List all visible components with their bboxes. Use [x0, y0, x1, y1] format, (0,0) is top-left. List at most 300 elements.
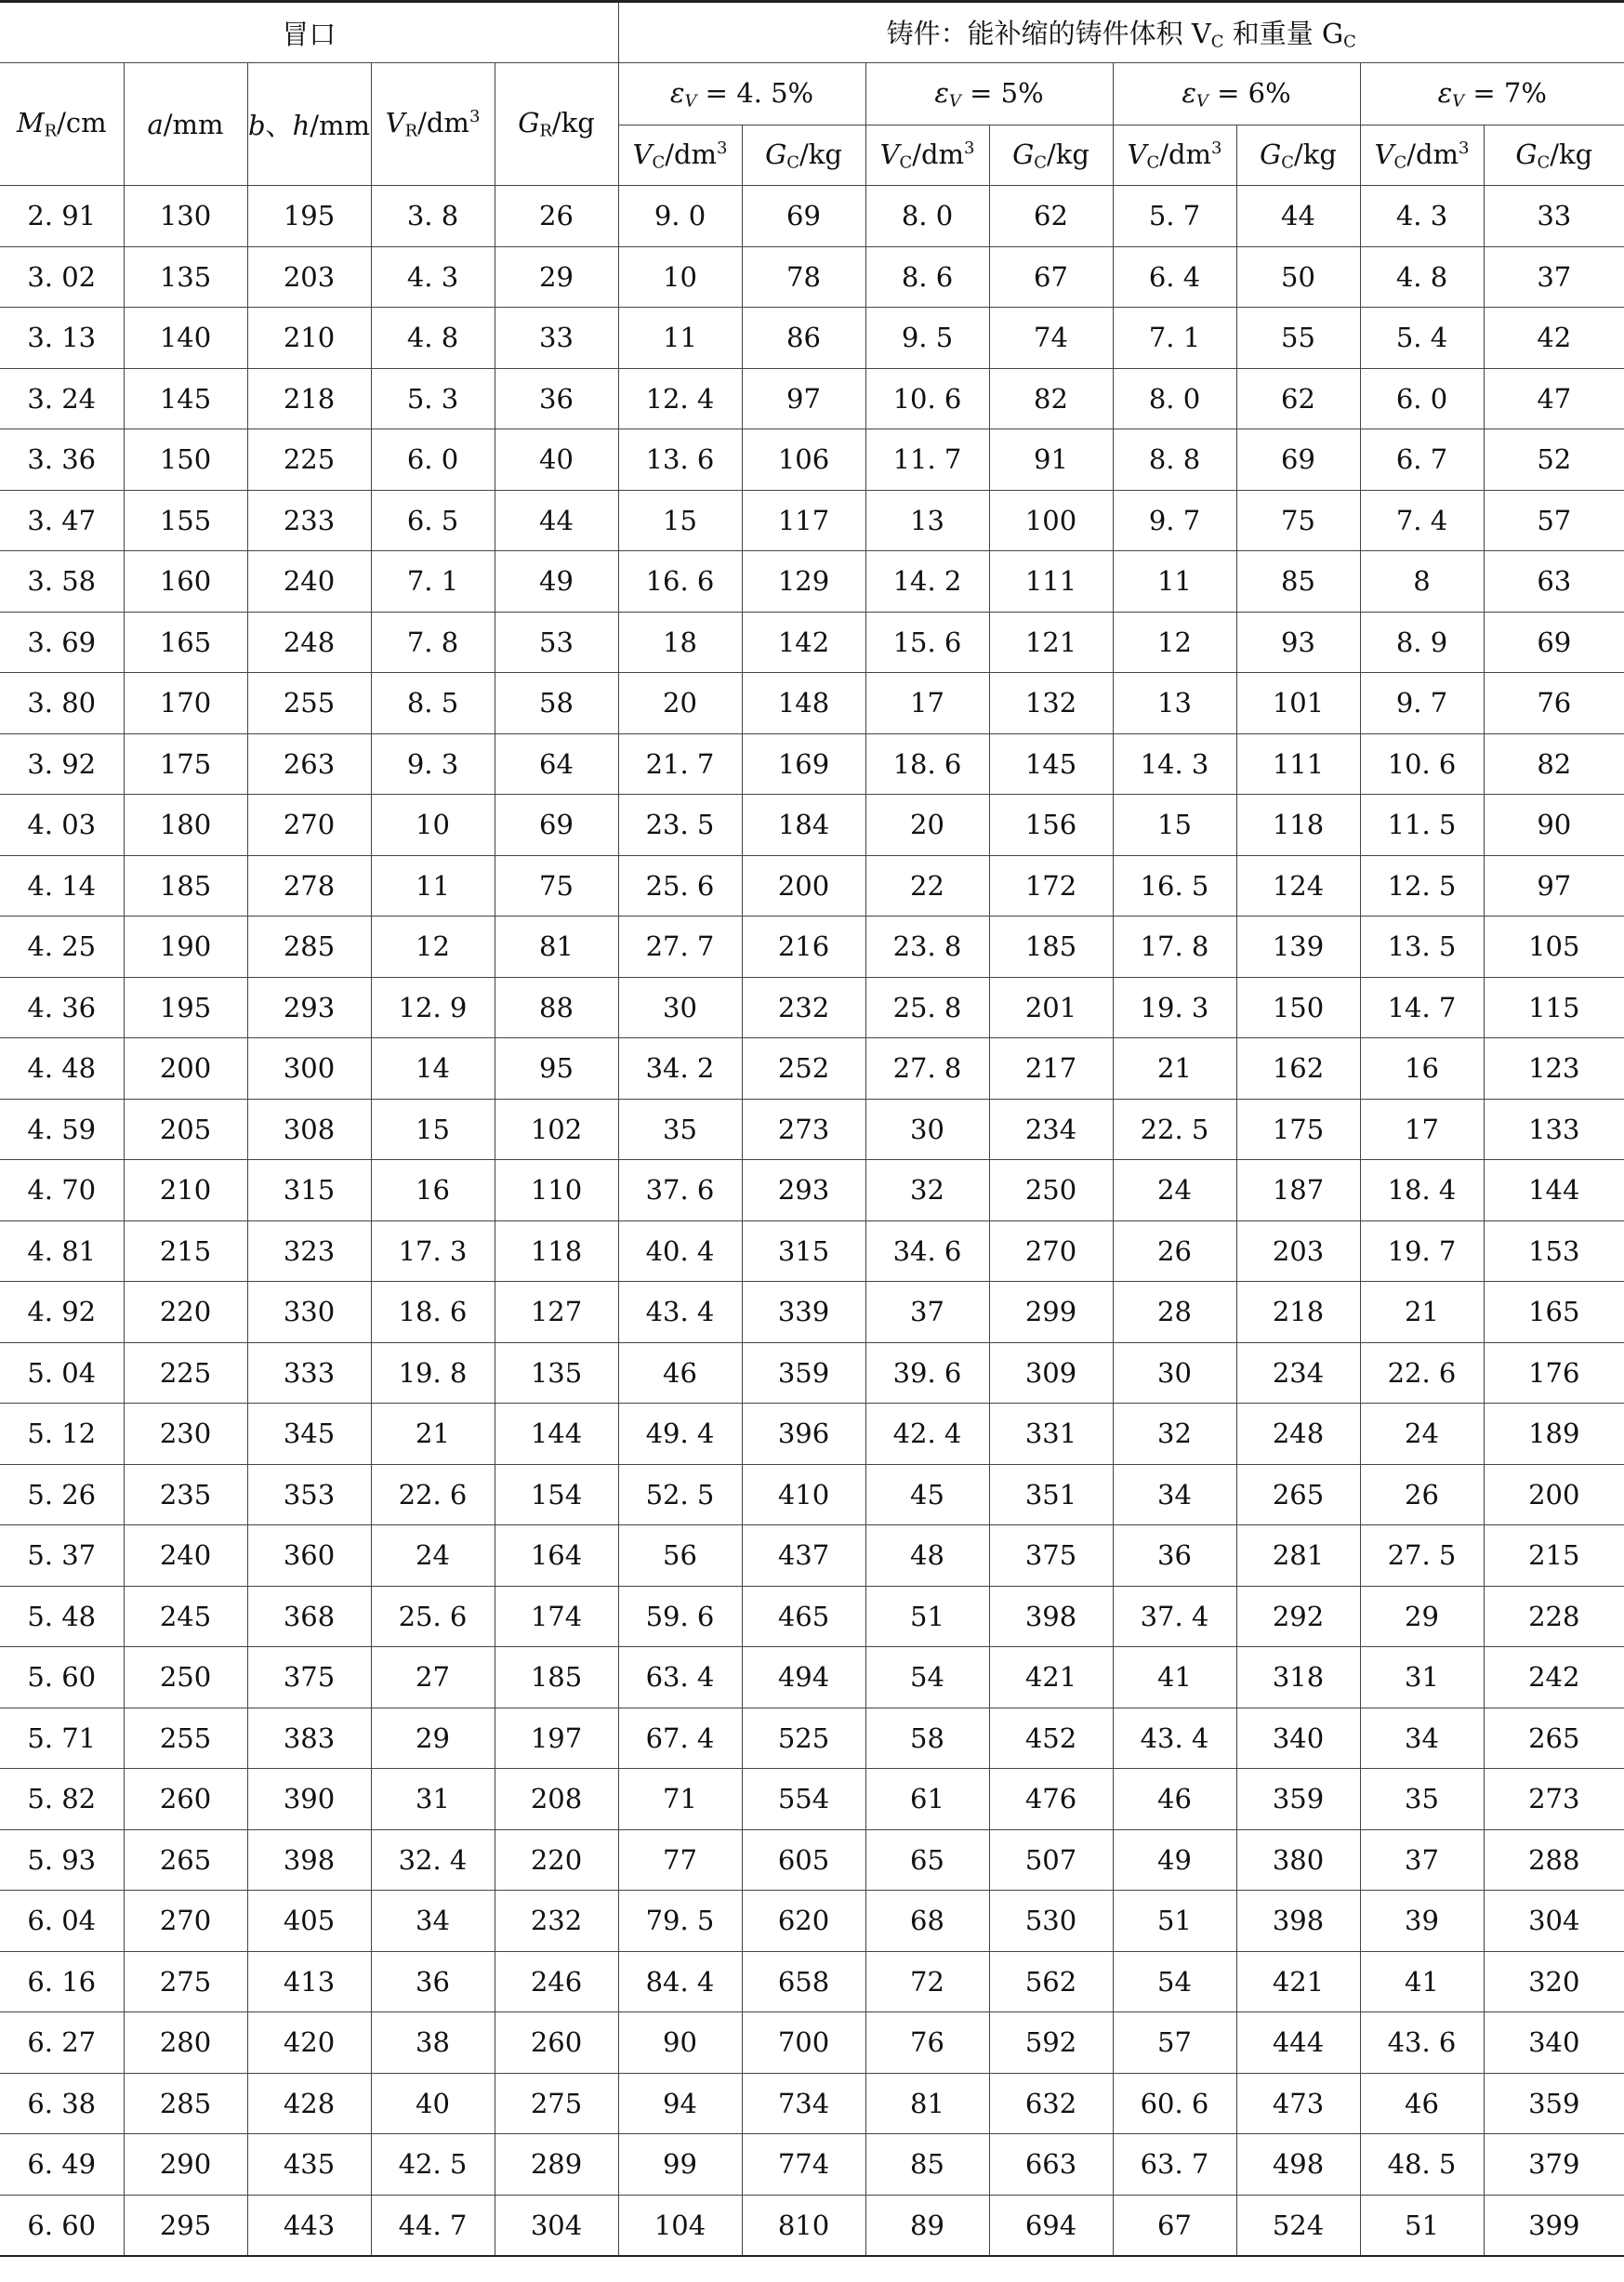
cell-vc-7: 51: [1360, 2195, 1484, 2256]
cell-gc-5: 91: [989, 429, 1113, 491]
table-row: [0, 1282, 1624, 1343]
cell-vc-4-5: 21. 7: [618, 733, 742, 795]
cell-gr: 75: [495, 855, 618, 917]
cell-a: 150: [124, 429, 247, 491]
cell-vc-7: 29: [1360, 1586, 1484, 1647]
cell-vc-5: 25. 8: [865, 977, 989, 1038]
cell-bh: 398: [247, 1829, 371, 1891]
cell-mr: 5. 93: [0, 1829, 124, 1891]
cell-vc-4-5: 56: [618, 1525, 742, 1587]
cell-vc-7: 24: [1360, 1404, 1484, 1465]
cell-vc-5: 37: [865, 1282, 989, 1343]
cell-vc-4-5: 79. 5: [618, 1891, 742, 1952]
cell-gc-6: 421: [1236, 1951, 1360, 2012]
cell-mr: 4. 14: [0, 855, 124, 917]
cell-vc-5: 72: [865, 1951, 989, 2012]
cell-gc-6: 50: [1236, 246, 1360, 308]
cell-mr: 5. 26: [0, 1464, 124, 1525]
cell-vr: 5. 3: [371, 368, 495, 429]
cell-vc-4-5: 52. 5: [618, 1464, 742, 1525]
cell-vr: 4. 8: [371, 308, 495, 369]
cell-vc-6: 7. 1: [1113, 308, 1236, 369]
cell-gc-4-5: 69: [742, 186, 865, 247]
col-header-bh: b、h/mm: [247, 63, 371, 186]
table-row: [0, 1647, 1624, 1708]
cell-vr: 16: [371, 1160, 495, 1221]
cell-gc-4-5: 293: [742, 1160, 865, 1221]
cell-gc-4-5: 339: [742, 1282, 865, 1343]
cell-mr: 5. 71: [0, 1708, 124, 1769]
cell-vr: 6. 0: [371, 429, 495, 491]
cell-vc-7: 34: [1360, 1708, 1484, 1769]
cell-gc-6: 150: [1236, 977, 1360, 1038]
cell-gc-7: 265: [1484, 1708, 1624, 1769]
cell-vc-7: 41: [1360, 1951, 1484, 2012]
cell-gc-7: 189: [1484, 1404, 1624, 1465]
cell-gc-5: 270: [989, 1220, 1113, 1282]
cell-gc-4-5: 396: [742, 1404, 865, 1465]
cell-vc-6: 13: [1113, 673, 1236, 734]
cell-gc-6: 524: [1236, 2195, 1360, 2256]
cell-bh: 360: [247, 1525, 371, 1587]
cell-bh: 278: [247, 855, 371, 917]
cell-bh: 390: [247, 1769, 371, 1830]
cell-gc-5: 663: [989, 2134, 1113, 2196]
casting-group-header: 铸件：能补缩的铸件体积 $V_C$ 和重量 $G_C$: [618, 2, 1624, 63]
cell-vc-5: 48: [865, 1525, 989, 1587]
cell-vc-6: 24: [1113, 1160, 1236, 1221]
cell-vc-6: 5. 7: [1113, 186, 1236, 247]
cell-gc-7: 90: [1484, 795, 1624, 856]
cell-gc-6: 139: [1236, 917, 1360, 978]
cell-gc-4-5: 86: [742, 308, 865, 369]
cell-vc-6: 26: [1113, 1220, 1236, 1282]
cell-mr: 6. 49: [0, 2134, 124, 2196]
cell-vc-4-5: 84. 4: [618, 1951, 742, 2012]
table-row: [0, 1951, 1624, 2012]
cell-vr: 12: [371, 917, 495, 978]
cell-mr: 6. 16: [0, 1951, 124, 2012]
cell-vc-4-5: 99: [618, 2134, 742, 2196]
cell-a: 185: [124, 855, 247, 917]
table-row: [0, 490, 1624, 551]
table-row: [0, 1220, 1624, 1282]
cell-gc-7: 288: [1484, 1829, 1624, 1891]
cell-vc-6: 37. 4: [1113, 1586, 1236, 1647]
cell-gr: 53: [495, 612, 618, 673]
cell-mr: 3. 80: [0, 673, 124, 734]
cell-a: 245: [124, 1586, 247, 1647]
cell-vc-7: 4. 3: [1360, 186, 1484, 247]
cell-vc-4-5: 20: [618, 673, 742, 734]
cell-a: 280: [124, 2012, 247, 2074]
table-row: [0, 2073, 1624, 2134]
cell-vc-5: 45: [865, 1464, 989, 1525]
cell-gc-7: 37: [1484, 246, 1624, 308]
cell-mr: 3. 02: [0, 246, 124, 308]
cell-vc-5: 81: [865, 2073, 989, 2134]
cell-vc-4-5: 104: [618, 2195, 742, 2256]
cell-gc-7: 153: [1484, 1220, 1624, 1282]
cell-gr: 208: [495, 1769, 618, 1830]
cell-vc-4-5: 15: [618, 490, 742, 551]
cell-gr: 164: [495, 1525, 618, 1587]
cell-vc-6: 34: [1113, 1464, 1236, 1525]
cell-vc-6: 16. 5: [1113, 855, 1236, 917]
table-row: [0, 1891, 1624, 1952]
cell-gc-6: 248: [1236, 1404, 1360, 1465]
cell-gc-7: 63: [1484, 551, 1624, 613]
cell-bh: 285: [247, 917, 371, 978]
cell-gc-7: 340: [1484, 2012, 1624, 2074]
cell-gc-6: 187: [1236, 1160, 1360, 1221]
cell-gc-4-5: 315: [742, 1220, 865, 1282]
cell-gc-5: 82: [989, 368, 1113, 429]
cell-gc-6: 93: [1236, 612, 1360, 673]
cell-gc-4-5: 734: [742, 2073, 865, 2134]
cell-gr: 102: [495, 1099, 618, 1160]
col-header-vc-eps-6: $V_C/dm^3$: [1113, 125, 1236, 186]
cell-gc-7: 123: [1484, 1038, 1624, 1100]
cell-gc-6: 281: [1236, 1525, 1360, 1587]
cell-gc-5: 74: [989, 308, 1113, 369]
cell-gc-5: 201: [989, 977, 1113, 1038]
cell-gc-4-5: 605: [742, 1829, 865, 1891]
cell-a: 290: [124, 2134, 247, 2196]
cell-vc-6: 8. 0: [1113, 368, 1236, 429]
eps-header-5: $\varepsilon_V = 5\%$: [865, 63, 1113, 125]
cell-vc-7: 26: [1360, 1464, 1484, 1525]
cell-vc-6: 32: [1113, 1404, 1236, 1465]
cell-gc-6: 101: [1236, 673, 1360, 734]
cell-vc-4-5: 46: [618, 1342, 742, 1404]
cell-gc-6: 292: [1236, 1586, 1360, 1647]
cell-vc-6: 63. 7: [1113, 2134, 1236, 2196]
table-row: [0, 977, 1624, 1038]
cell-gc-4-5: 106: [742, 429, 865, 491]
cell-vc-4-5: 30: [618, 977, 742, 1038]
cell-gc-4-5: 410: [742, 1464, 865, 1525]
cell-gc-6: 473: [1236, 2073, 1360, 2134]
cell-a: 205: [124, 1099, 247, 1160]
cell-vc-5: 89: [865, 2195, 989, 2256]
cell-a: 275: [124, 1951, 247, 2012]
cell-gr: 40: [495, 429, 618, 491]
cell-gc-4-5: 620: [742, 1891, 865, 1952]
cell-vc-7: 5. 4: [1360, 308, 1484, 369]
cell-gr: 29: [495, 246, 618, 308]
table-row: [0, 1404, 1624, 1465]
cell-gc-7: 69: [1484, 612, 1624, 673]
cell-vr: 12. 9: [371, 977, 495, 1038]
cell-vr: 18. 6: [371, 1282, 495, 1343]
cell-mr: 2. 91: [0, 186, 124, 247]
cell-vr: 9. 3: [371, 733, 495, 795]
cell-vr: 27: [371, 1647, 495, 1708]
cell-gc-7: 215: [1484, 1525, 1624, 1587]
cell-gc-7: 320: [1484, 1951, 1624, 2012]
cell-gc-7: 359: [1484, 2073, 1624, 2134]
cell-gc-7: 133: [1484, 1099, 1624, 1160]
cell-mr: 4. 81: [0, 1220, 124, 1282]
cell-gc-7: 273: [1484, 1769, 1624, 1830]
cell-bh: 225: [247, 429, 371, 491]
cell-vc-7: 11. 5: [1360, 795, 1484, 856]
cell-gc-4-5: 525: [742, 1708, 865, 1769]
cell-gr: 304: [495, 2195, 618, 2256]
cell-gc-6: 498: [1236, 2134, 1360, 2196]
table-row: [0, 2134, 1624, 2196]
cell-mr: 3. 69: [0, 612, 124, 673]
cell-vc-7: 37: [1360, 1829, 1484, 1891]
eps-header-6: $\varepsilon_V = 6\%$: [1113, 63, 1360, 125]
cell-mr: 4. 36: [0, 977, 124, 1038]
cell-gc-7: 200: [1484, 1464, 1624, 1525]
cell-gc-5: 145: [989, 733, 1113, 795]
cell-gr: 64: [495, 733, 618, 795]
cell-vc-6: 6. 4: [1113, 246, 1236, 308]
cell-vc-7: 46: [1360, 2073, 1484, 2134]
cell-gc-4-5: 232: [742, 977, 865, 1038]
table-row: [0, 186, 1624, 247]
cell-vc-5: 8. 0: [865, 186, 989, 247]
cell-mr: 3. 92: [0, 733, 124, 795]
cell-vc-6: 43. 4: [1113, 1708, 1236, 1769]
col-header-mr: $M_R/cm$: [0, 63, 124, 186]
cell-mr: 5. 82: [0, 1769, 124, 1830]
cell-a: 235: [124, 1464, 247, 1525]
cell-vr: 36: [371, 1951, 495, 2012]
cell-bh: 255: [247, 673, 371, 734]
cell-vc-5: 58: [865, 1708, 989, 1769]
cell-gr: 197: [495, 1708, 618, 1769]
cell-vc-5: 10. 6: [865, 368, 989, 429]
cell-gc-6: 55: [1236, 308, 1360, 369]
table-row: [0, 551, 1624, 613]
cell-gc-5: 351: [989, 1464, 1113, 1525]
cell-a: 215: [124, 1220, 247, 1282]
cell-bh: 375: [247, 1647, 371, 1708]
cell-vc-5: 11. 7: [865, 429, 989, 491]
cell-a: 130: [124, 186, 247, 247]
cell-bh: 413: [247, 1951, 371, 2012]
col-header-vc-eps-5: $V_C/dm^3$: [865, 125, 989, 186]
table-row: [0, 1160, 1624, 1221]
cell-vc-7: 4. 8: [1360, 246, 1484, 308]
cell-gc-5: 67: [989, 246, 1113, 308]
cell-vc-6: 67: [1113, 2195, 1236, 2256]
cell-gc-6: 218: [1236, 1282, 1360, 1343]
cell-vc-4-5: 67. 4: [618, 1708, 742, 1769]
cell-mr: 5. 48: [0, 1586, 124, 1647]
cell-gc-5: 100: [989, 490, 1113, 551]
cell-gr: 232: [495, 1891, 618, 1952]
cell-gr: 220: [495, 1829, 618, 1891]
cell-gr: 185: [495, 1647, 618, 1708]
cell-gc-4-5: 148: [742, 673, 865, 734]
cell-vc-7: 12. 5: [1360, 855, 1484, 917]
cell-gc-4-5: 200: [742, 855, 865, 917]
cell-a: 220: [124, 1282, 247, 1343]
cell-vc-5: 61: [865, 1769, 989, 1830]
cell-gc-4-5: 117: [742, 490, 865, 551]
cell-gc-5: 121: [989, 612, 1113, 673]
cell-gr: 154: [495, 1464, 618, 1525]
cell-bh: 218: [247, 368, 371, 429]
cell-vr: 32. 4: [371, 1829, 495, 1891]
cell-vc-7: 7. 4: [1360, 490, 1484, 551]
cell-vc-7: 16: [1360, 1038, 1484, 1100]
cell-bh: 323: [247, 1220, 371, 1282]
cell-bh: 233: [247, 490, 371, 551]
cell-gr: 289: [495, 2134, 618, 2196]
cell-vr: 17. 3: [371, 1220, 495, 1282]
cell-vr: 31: [371, 1769, 495, 1830]
cell-bh: 308: [247, 1099, 371, 1160]
cell-mr: 6. 38: [0, 2073, 124, 2134]
cell-vc-5: 9. 5: [865, 308, 989, 369]
table-row: [0, 2195, 1624, 2256]
cell-a: 210: [124, 1160, 247, 1221]
cell-gc-6: 124: [1236, 855, 1360, 917]
cell-bh: 240: [247, 551, 371, 613]
table-row: [0, 368, 1624, 429]
cell-gc-4-5: 658: [742, 1951, 865, 2012]
cell-vc-7: 27. 5: [1360, 1525, 1484, 1587]
cell-gc-6: 444: [1236, 2012, 1360, 2074]
col-header-gc-eps-6: $G_C/kg$: [1236, 125, 1360, 186]
cell-gc-6: 265: [1236, 1464, 1360, 1525]
cell-vc-6: 12: [1113, 612, 1236, 673]
cell-vr: 19. 8: [371, 1342, 495, 1404]
cell-vc-7: 35: [1360, 1769, 1484, 1830]
cell-a: 255: [124, 1708, 247, 1769]
cell-vc-7: 17: [1360, 1099, 1484, 1160]
cell-gc-4-5: 142: [742, 612, 865, 673]
cell-vc-4-5: 71: [618, 1769, 742, 1830]
cell-gc-5: 632: [989, 2073, 1113, 2134]
cell-gc-7: 105: [1484, 917, 1624, 978]
cell-gc-5: 156: [989, 795, 1113, 856]
cell-gc-6: 398: [1236, 1891, 1360, 1952]
cell-a: 170: [124, 673, 247, 734]
cell-bh: 443: [247, 2195, 371, 2256]
cell-vc-4-5: 43. 4: [618, 1282, 742, 1343]
cell-vr: 11: [371, 855, 495, 917]
cell-vc-6: 28: [1113, 1282, 1236, 1343]
cell-gr: 127: [495, 1282, 618, 1343]
cell-vc-4-5: 27. 7: [618, 917, 742, 978]
cell-vr: 25. 6: [371, 1586, 495, 1647]
col-header-vc-eps-7: $V_C/dm^3$: [1360, 125, 1484, 186]
cell-gc-4-5: 273: [742, 1099, 865, 1160]
cell-gc-6: 75: [1236, 490, 1360, 551]
cell-gc-5: 299: [989, 1282, 1113, 1343]
cell-vc-5: 76: [865, 2012, 989, 2074]
cell-a: 165: [124, 612, 247, 673]
cell-vc-6: 22. 5: [1113, 1099, 1236, 1160]
cell-bh: 293: [247, 977, 371, 1038]
cell-vc-4-5: 34. 2: [618, 1038, 742, 1100]
cell-vr: 3. 8: [371, 186, 495, 247]
cell-gc-5: 331: [989, 1404, 1113, 1465]
cell-vc-4-5: 11: [618, 308, 742, 369]
cell-vc-5: 27. 8: [865, 1038, 989, 1100]
cell-gc-7: 42: [1484, 308, 1624, 369]
cell-mr: 6. 04: [0, 1891, 124, 1952]
cell-bh: 263: [247, 733, 371, 795]
cell-gc-7: 144: [1484, 1160, 1624, 1221]
cell-vc-4-5: 10: [618, 246, 742, 308]
table-row: [0, 1038, 1624, 1100]
cell-vc-7: 6. 7: [1360, 429, 1484, 491]
cell-gc-6: 380: [1236, 1829, 1360, 1891]
cell-bh: 315: [247, 1160, 371, 1221]
cell-vc-5: 18. 6: [865, 733, 989, 795]
cell-gc-4-5: 554: [742, 1769, 865, 1830]
cell-vc-6: 60. 6: [1113, 2073, 1236, 2134]
cell-vc-7: 14. 7: [1360, 977, 1484, 1038]
cell-vc-6: 51: [1113, 1891, 1236, 1952]
cell-vc-5: 42. 4: [865, 1404, 989, 1465]
cell-gc-7: 115: [1484, 977, 1624, 1038]
cell-vc-5: 85: [865, 2134, 989, 2196]
cell-bh: 420: [247, 2012, 371, 2074]
cell-gc-5: 398: [989, 1586, 1113, 1647]
cell-gc-7: 33: [1484, 186, 1624, 247]
cell-gc-4-5: 216: [742, 917, 865, 978]
table-row: [0, 1769, 1624, 1830]
cell-vc-6: 30: [1113, 1342, 1236, 1404]
cell-vr: 15: [371, 1099, 495, 1160]
table-row: [0, 673, 1624, 734]
cell-gc-5: 234: [989, 1099, 1113, 1160]
cell-vc-5: 8. 6: [865, 246, 989, 308]
cell-gr: 49: [495, 551, 618, 613]
cell-gr: 246: [495, 1951, 618, 2012]
cell-bh: 368: [247, 1586, 371, 1647]
cell-vc-4-5: 49. 4: [618, 1404, 742, 1465]
cell-gc-5: 507: [989, 1829, 1113, 1891]
cell-vr: 14: [371, 1038, 495, 1100]
table-row: [0, 246, 1624, 308]
cell-gc-6: 162: [1236, 1038, 1360, 1100]
cell-vc-5: 30: [865, 1099, 989, 1160]
cell-gc-4-5: 774: [742, 2134, 865, 2196]
cell-gc-6: 175: [1236, 1099, 1360, 1160]
cell-gc-7: 304: [1484, 1891, 1624, 1952]
cell-vc-6: 41: [1113, 1647, 1236, 1708]
col-header-vc-eps-4-5: $V_C/dm^3$: [618, 125, 742, 186]
table-row: [0, 2012, 1624, 2074]
cell-vc-5: 34. 6: [865, 1220, 989, 1282]
cell-vc-7: 31: [1360, 1647, 1484, 1708]
cell-vc-7: 13. 5: [1360, 917, 1484, 978]
cell-gc-4-5: 129: [742, 551, 865, 613]
cell-a: 250: [124, 1647, 247, 1708]
riser-group-header: 冒口: [0, 2, 618, 63]
cell-vc-4-5: 35: [618, 1099, 742, 1160]
cell-vc-5: 23. 8: [865, 917, 989, 978]
cell-gc-5: 62: [989, 186, 1113, 247]
cell-bh: 353: [247, 1464, 371, 1525]
table-row: [0, 733, 1624, 795]
cell-a: 260: [124, 1769, 247, 1830]
cell-vc-5: 14. 2: [865, 551, 989, 613]
table-row: [0, 1708, 1624, 1769]
cell-bh: 428: [247, 2073, 371, 2134]
cell-vc-7: 39: [1360, 1891, 1484, 1952]
